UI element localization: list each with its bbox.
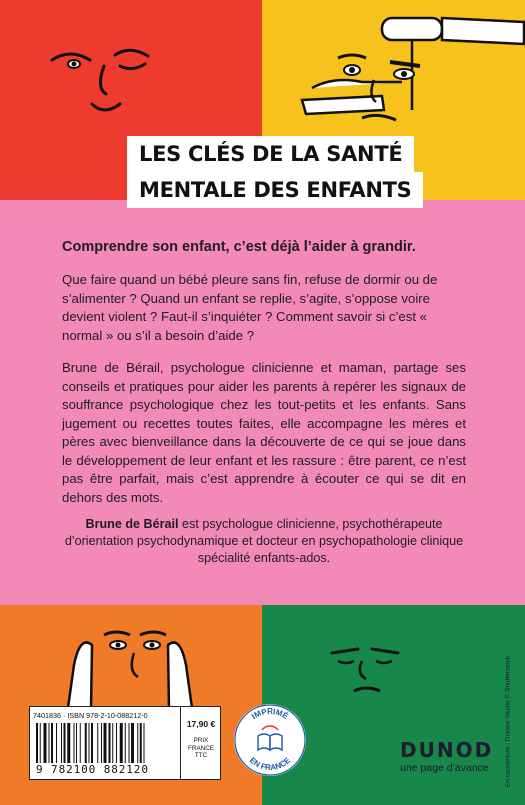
price: 17,90 €: [186, 719, 216, 729]
author-name: Brune de Bérail: [85, 517, 179, 531]
barcode-bar: [137, 723, 138, 763]
barcode-bar: [56, 723, 57, 763]
barcode-bar: [74, 723, 75, 763]
barcode-bar: [125, 723, 126, 763]
price-label: [181, 737, 221, 760]
ean-number: 9 782100 882120: [36, 763, 149, 776]
barcode-bar: [67, 723, 70, 763]
badge-text-bottom: EN FRANCE: [247, 755, 293, 773]
barcode-bar: [76, 723, 77, 763]
barcode-bar: [116, 723, 117, 763]
barcode-bar: [112, 723, 113, 763]
barcode-bar: [40, 723, 41, 763]
barcode-bar: [89, 723, 90, 763]
tagline: Comprendre son enfant, c’est déjà l’aider à grandir.: [62, 239, 416, 255]
barcode-bar: [101, 723, 102, 763]
badge-text-top: IMPRIMÉ: [249, 707, 290, 722]
imprime-en-france-badge: [232, 702, 308, 778]
barcode-bar: [64, 723, 66, 763]
barcode-bar: [97, 723, 98, 763]
barcode-bar: [140, 723, 142, 763]
price-label-line-3: TTC: [194, 752, 208, 759]
barcode-bar: [144, 723, 145, 763]
barcode-bar: [109, 723, 111, 763]
price-label-line-2: FRANCE: [188, 744, 214, 752]
barcode-label: [29, 706, 221, 780]
author-bio-text: est psychologue clinicienne, psychothérapeute d’orientation psychodynamique et docteur en psychopathologie clinique spécialité enfants-ados.: [64, 517, 464, 565]
barcode-bar: [80, 723, 81, 763]
book-title: [127, 136, 412, 208]
barcode-bar: [49, 723, 50, 763]
back-cover-copy: [62, 237, 466, 521]
barcode-bar: [131, 723, 134, 763]
author-bio: [62, 516, 466, 567]
isbn-text: 7401836 · ISBN 978-2-10-088212-0: [33, 711, 148, 720]
price-box: [180, 707, 221, 779]
barcode-bar: [36, 723, 38, 763]
barcode-bar: [51, 723, 53, 763]
intro-paragraph: Que faire quand un bébé pleure sans fin, refuse de dormir ou de s’alimenter ? Quand un enfant se replie, s’agite, s’oppose voire devient violent ? Faut-il s’inquiéter ? Comment savoir si c’est « normal » ou s’il a besoin d’aide ?: [62, 272, 438, 343]
barcode-bar: [104, 723, 107, 763]
barcode-icon: [34, 723, 174, 763]
barcode-bar: [44, 723, 47, 763]
barcode-bar: [129, 723, 130, 763]
title-line-2: MENTALE DES ENFANTS: [127, 172, 423, 208]
publisher-slogan: une page d’avance: [400, 762, 489, 774]
cover-credit: En couverture : Drafaw Studio © Shutterstock: [504, 655, 512, 788]
publisher-logo: DUNOD: [400, 738, 494, 762]
barcode-bar: [91, 723, 93, 763]
barcode-bar: [61, 723, 62, 763]
price-label-line-1: PRIX: [193, 737, 209, 744]
description-paragraph: Brune de Bérail, psychologue clinicienne et maman, partage ses conseils et pratiques pour aider les parents à repérer les signaux de souffrance psychologique chez les tout-petits et les enfants. Sans jugement ou recettes toutes faites, elle accompagne les mères et pères avec bienveillance dans la découverte de ce qui se joue dans le développement de leur enfant et les rassure : être parent, ce n’est pas être parfait, mais c’est apprendre à écouter ce qui se dit en dehors des mots.: [62, 360, 466, 505]
barcode-bar: [85, 723, 87, 763]
barcode-bar: [120, 723, 123, 763]
title-line-1: LES CLÉS DE LA SANTÉ: [127, 136, 414, 172]
